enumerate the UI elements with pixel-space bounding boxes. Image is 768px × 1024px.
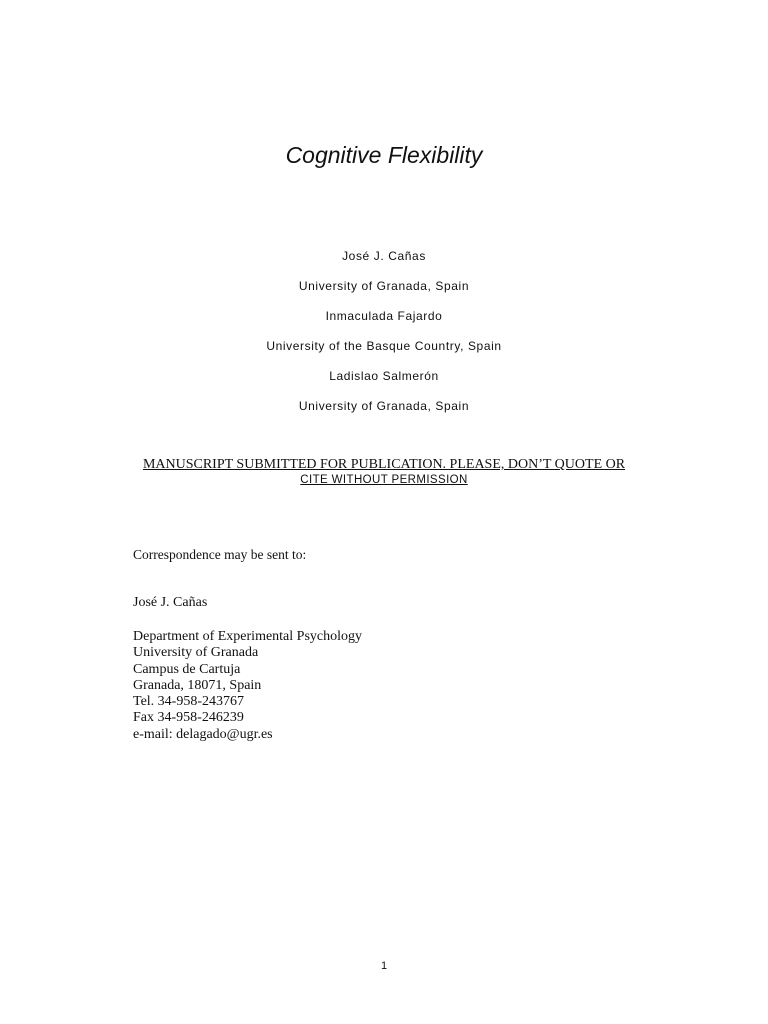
manuscript-notice xyxy=(0,456,768,488)
address-line: University of Granada xyxy=(133,645,259,661)
notice-line-2: CITE WITHOUT PERMISSION xyxy=(300,474,468,486)
address-line: Fax 34-958-246239 xyxy=(133,710,244,726)
address-line: Department of Experimental Psychology xyxy=(133,629,362,644)
author-name: Inmaculada Fajardo xyxy=(325,309,443,323)
author-affiliation: University of Granada, Spain xyxy=(298,399,470,413)
author-affiliation: University of the Basque Country, Spain xyxy=(266,339,502,353)
address-line: Campus de Cartuja xyxy=(133,661,241,677)
notice-line-1: MANUSCRIPT SUBMITTED FOR PUBLICATION. PLEASE, DON’T QUOTE OR xyxy=(142,457,626,472)
correspondence-name: José J. Cañas xyxy=(133,595,208,610)
correspondence-label: Correspondence may be sent to: xyxy=(133,547,307,562)
page-number: 1 xyxy=(380,960,388,972)
paper-title: Cognitive Flexibility xyxy=(285,142,483,168)
author-block xyxy=(0,249,768,429)
address-line: e-mail: delagado@ugr.es xyxy=(133,726,273,742)
author-name: José J. Cañas xyxy=(342,249,426,263)
author-affiliation: University of Granada, Spain xyxy=(298,279,470,293)
correspondence-address xyxy=(133,629,362,743)
address-line: Granada, 18071, Spain xyxy=(133,677,262,693)
address-line: Tel. 34-958-243767 xyxy=(133,694,245,710)
author-name: Ladislao Salmerón xyxy=(329,369,439,383)
